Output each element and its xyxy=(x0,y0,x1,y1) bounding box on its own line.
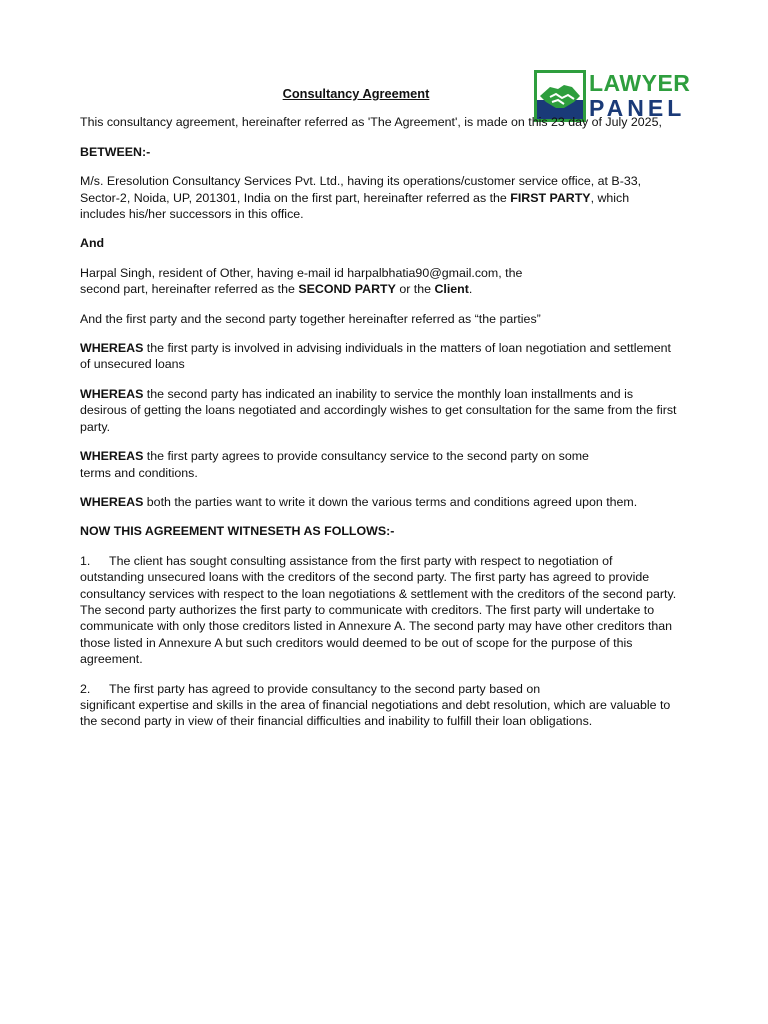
parties-paragraph: And the first party and the second party together hereinafter referred as “the parties” xyxy=(80,311,541,326)
between-heading xyxy=(80,144,678,160)
whereas-label: WHEREAS xyxy=(80,449,144,464)
between-label: BETWEEN:- xyxy=(80,144,151,159)
intro-paragraph: This consultancy agreement, hereinafter referred as 'The Agreement', is made on this 23 day of July 2025, xyxy=(80,115,662,130)
second-party-end: . xyxy=(468,282,473,297)
whereas-label: WHEREAS xyxy=(80,494,144,509)
whereas-label: WHEREAS xyxy=(80,386,144,401)
whereas-text: both the parties want to write it down the various terms and conditions agreed upon them. xyxy=(143,494,638,509)
clause-text-line1: The first party has agreed to provide consultancy to the second party based on xyxy=(109,681,541,696)
logo-text-lawyer: LAWYER xyxy=(589,70,691,96)
second-party-mid: or the xyxy=(395,282,435,297)
first-party-term: FIRST PARTY xyxy=(510,190,591,205)
clause-2 xyxy=(80,681,678,730)
clause-text: The client has sought consulting assistance from the first party with respect to negotiation of outstanding unsecured loans with the creditors of the second party. The first party has agreed to provide consultancy services with respect to the loan negotiations & settlement with the creditors of the second party. The second party authorizes the first party to communicate with creditors. The first party will undertake to communicate with only those creditors listed in Annexure A. The second party may have other creditors than those listed in Annexure A but such creditors would deemed to be out of scope for the purpose of this agreement. xyxy=(80,553,677,667)
second-party-term: SECOND PARTY xyxy=(298,282,396,297)
whereas-paragraph-1 xyxy=(80,340,678,373)
and-label: And xyxy=(80,236,105,251)
second-party-line1: Harpal Singh, resident of Other, having e-mail id harpalbhatia90@gmail.com, the xyxy=(80,265,523,280)
first-party-paragraph xyxy=(80,173,678,222)
clause-number: 1. xyxy=(80,553,91,568)
witnesseth-label: NOW THIS AGREEMENT WITNESETH AS FOLLOWS:- xyxy=(80,524,395,539)
whereas-text: the second party has indicated an inability to service the monthly loan installments and is desirous of getting the loans negotiated and accordingly wishes to get consultation for the same from the first party. xyxy=(80,386,677,434)
first-party-text-end: , which includes his/her successors in this office. xyxy=(80,190,630,222)
clause-text: significant expertise and skills in the area of financial negotiations and debt resolution, which are valuable to the second party in view of their financial difficulties and inability to fulfill their loan obligations. xyxy=(80,697,671,729)
document-title: Consultancy Agreement xyxy=(282,86,430,101)
whereas-text: the first party agrees to provide consultancy service to the second party on some xyxy=(143,449,589,464)
witnesseth-heading xyxy=(80,523,678,539)
agreement-body xyxy=(80,86,678,743)
whereas-label: WHEREAS xyxy=(80,341,144,356)
whereas-paragraph-4 xyxy=(80,494,678,510)
second-party-paragraph xyxy=(80,265,678,298)
client-term: Client xyxy=(434,282,469,297)
second-party-line2: second part, hereinafter referred as the xyxy=(80,282,299,297)
clause-1 xyxy=(80,553,678,668)
and-heading xyxy=(80,235,678,251)
first-party-text: M/s. Eresolution Consultancy Services Pvt. Ltd., having its operations/customer service office, at B-33, Sector-2, Noida, UP, 201301, India on the first part, hereinafter referred as the xyxy=(80,174,642,205)
logo-text-panel: PANEL xyxy=(589,95,686,121)
clause-number: 2. xyxy=(80,681,91,696)
whereas-paragraph-3 xyxy=(80,448,678,481)
whereas-paragraph-2 xyxy=(80,386,678,435)
whereas-text-line2: terms and conditions. xyxy=(80,465,198,480)
whereas-text: the first party is involved in advising individuals in the matters of loan negotiation and settlement of unsecured loans xyxy=(80,341,671,372)
